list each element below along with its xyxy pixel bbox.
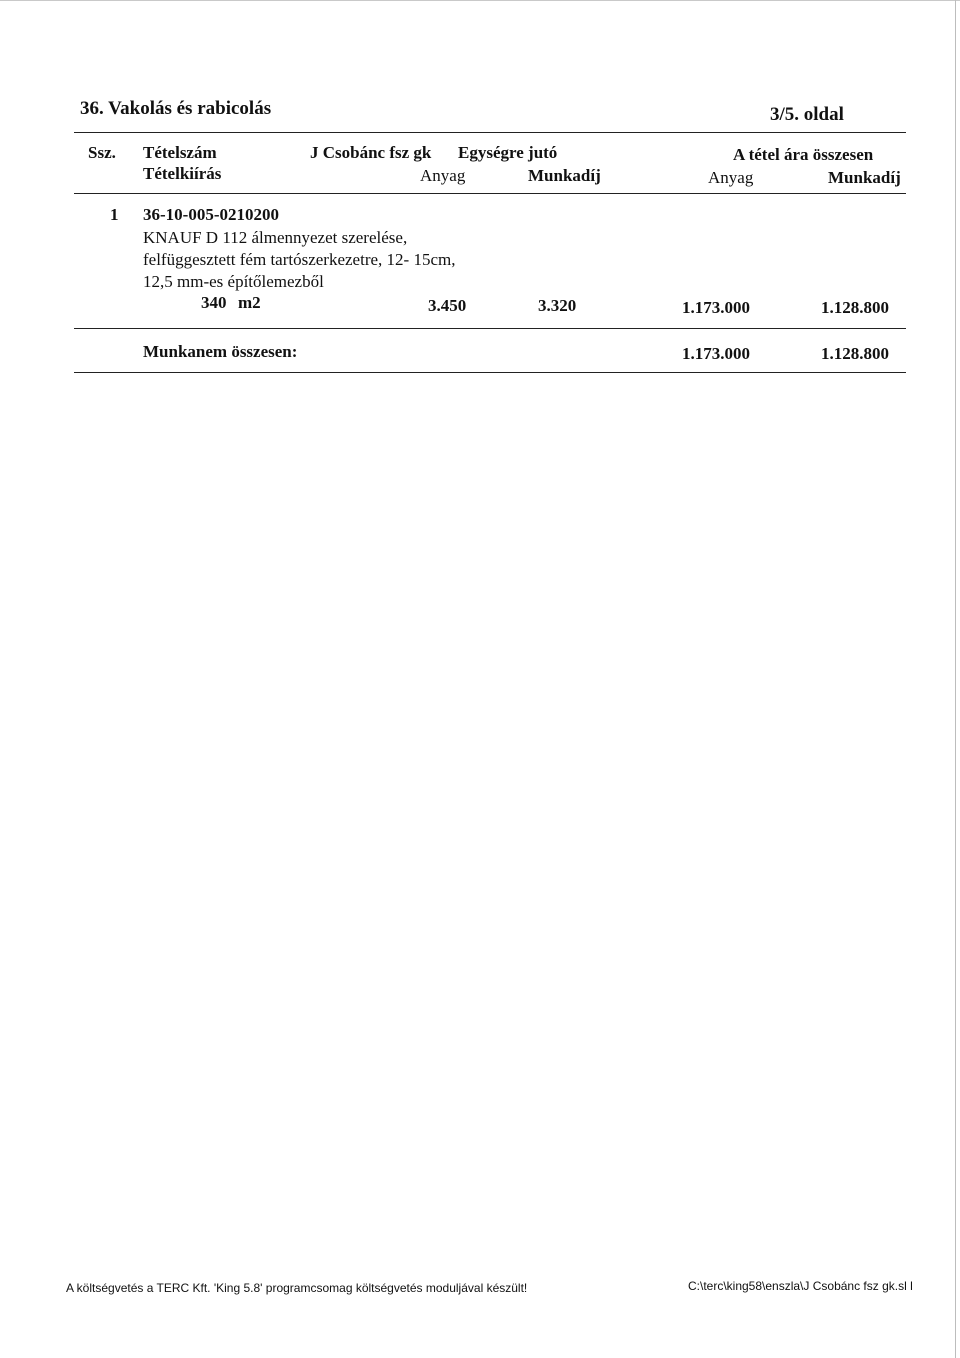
item-description-line: KNAUF D 112 álmennyezet szerelése, <box>143 228 408 247</box>
col-tetelszam: Tételszám <box>143 143 217 162</box>
col-project: J Csobánc fsz gk <box>310 143 432 162</box>
column-header-rule <box>74 193 906 194</box>
item-unit-material: 3.450 <box>428 296 467 315</box>
header-rule <box>74 132 906 133</box>
scan-edge-top <box>0 0 960 1</box>
col-ssz: Ssz. <box>88 143 116 162</box>
col-unit-munkadij: Munkadíj <box>528 166 601 185</box>
col-unit-anyag: Anyag <box>420 166 466 185</box>
summary-total-labor: 1.128.800 <box>821 344 889 363</box>
summary-top-rule <box>74 328 906 329</box>
summary-label: Munkanem összesen: <box>143 342 298 361</box>
col-unit-price: Egységre jutó <box>458 143 558 162</box>
section-title: 36. Vakolás és rabicolás <box>80 98 272 119</box>
item-description-line: felfüggesztett fém tartószerkezetre, 12- 15cm, <box>143 250 456 269</box>
col-total-munkadij: Munkadíj <box>828 168 901 187</box>
page-number: 3/5. oldal <box>770 104 844 125</box>
item-ssz: 1 <box>110 205 119 224</box>
summary-bottom-rule <box>74 372 906 373</box>
item-unit-labor: 3.320 <box>538 296 577 315</box>
item-total-labor: 1.128.800 <box>821 298 889 317</box>
col-total-price: A tétel ára összesen <box>733 145 874 164</box>
summary-total-material: 1.173.000 <box>682 344 750 363</box>
col-tetelkiiras: Tételkiírás <box>143 164 222 183</box>
item-total-material: 1.173.000 <box>682 298 750 317</box>
item-unit: m2 <box>238 293 261 312</box>
scan-edge-right <box>955 0 956 1358</box>
item-code: 36-10-005-0210200 <box>143 205 279 224</box>
footer-note: A költségvetés a TERC Kft. 'King 5.8' programcsomag költségvetés moduljával készült! <box>66 1281 528 1295</box>
col-total-anyag: Anyag <box>708 168 754 187</box>
item-quantity: 340 <box>201 293 227 312</box>
item-description-line: 12,5 mm-es építőlemezből <box>143 272 324 291</box>
footer-file-path: C:\terc\king58\enszla\J Csobánc fsz gk.sl l <box>688 1279 913 1293</box>
